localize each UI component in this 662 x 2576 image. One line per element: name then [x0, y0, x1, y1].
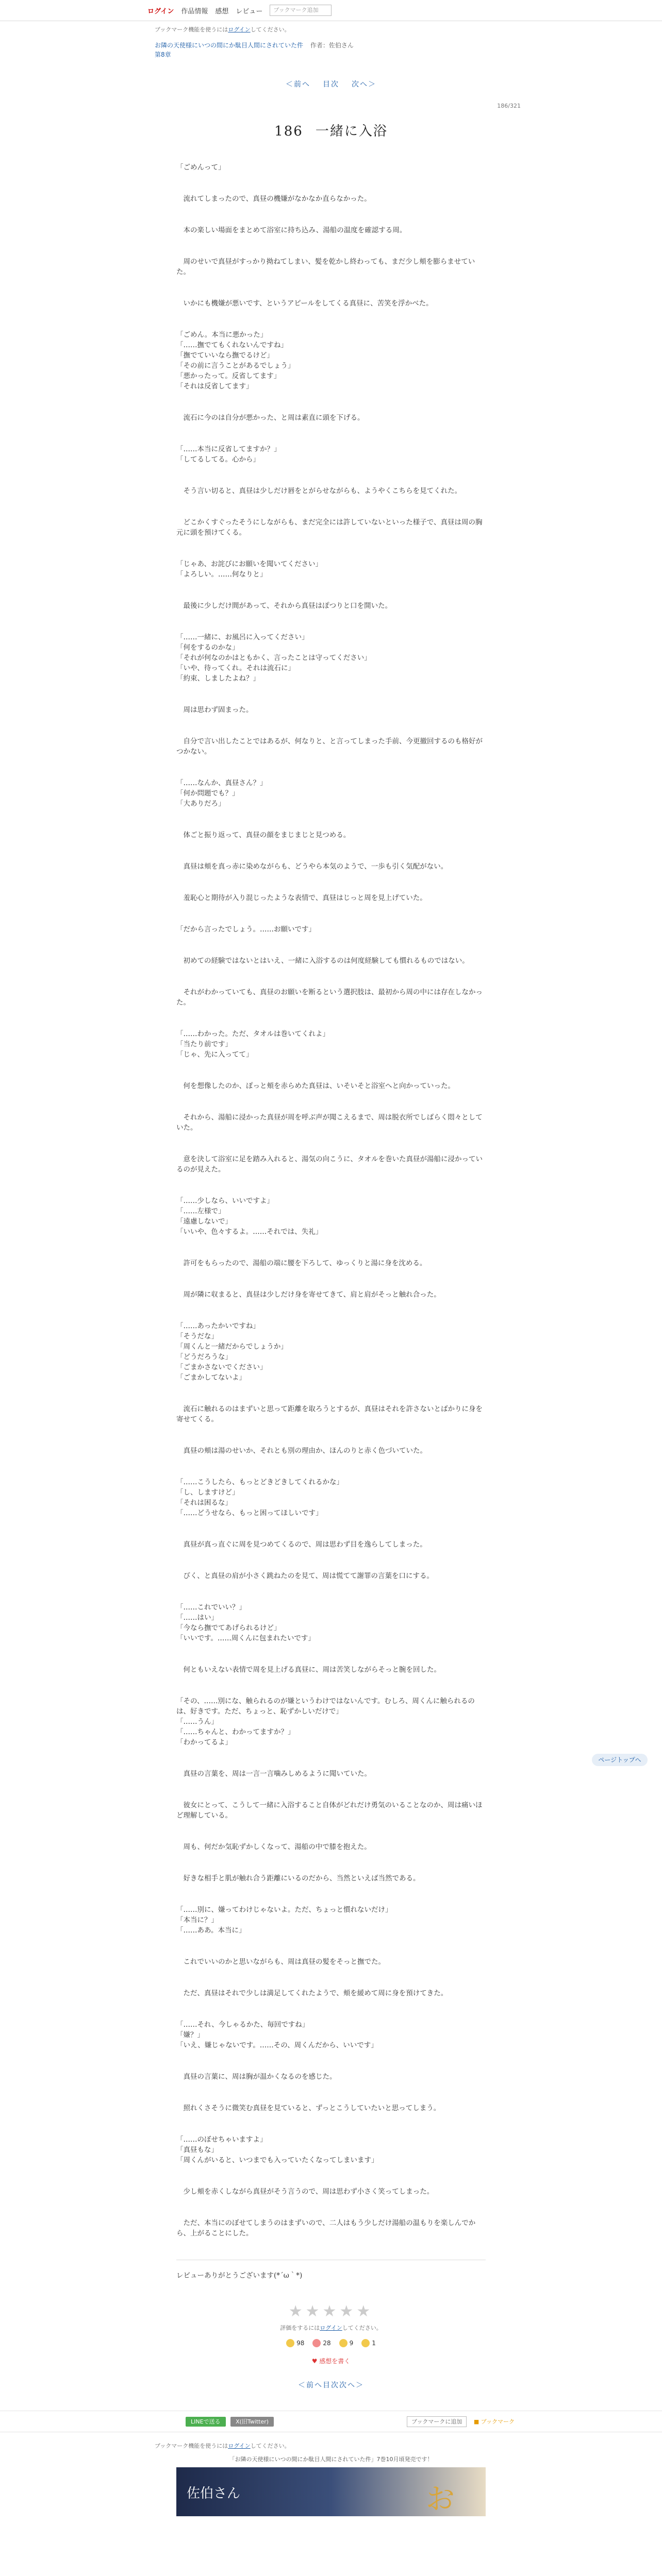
paragraph: 「……わかった。ただ、タオルは巻いてくれよ」 「当たり前です」 「じゃ、先に入ってて」 — [176, 1030, 329, 1059]
rating-login-link[interactable]: ログイン — [320, 2325, 342, 2331]
paragraph: 「……なんか、真昼さん？」 「何か問題でも？」 「大ありだろ」 — [176, 779, 267, 808]
episode-count: 186/321 — [497, 103, 521, 109]
paragraph: 真昼の言葉を、周は一言一言噛みしめるように聞いていた。 — [176, 1770, 371, 1778]
toc-link[interactable]: 目次 — [323, 80, 339, 89]
paragraph: ただ、真昼はそれで少しは満足してくれたようで、頬を緩めて周に身を預けてきた。 — [176, 1989, 448, 1997]
paragraph: 流石に触れるのはまずいと思って距離を取ろうとするが、真昼はそれを許さないとばかりに身を寄せてくる。 — [176, 1405, 483, 1423]
paragraph: 「ごめん。本当に悪かった」 「……撫でてもくれないんですね」 「撫でていいなら撫でるけど」 「その前に言うことがあるでしょう」 「悪かったって。反省してます」 「それは反省してます」 — [176, 331, 295, 391]
paragraph: 「……こうしたら、もっとどきどきしてくれるかな」 「し、しますけど」 「それは困るな」 「……どうせなら、もっと困ってほしいです」 — [176, 1478, 343, 1517]
reaction-count: 1 — [372, 2340, 376, 2347]
reaction-count: 9 — [349, 2340, 354, 2347]
paragraph: 初めての経験ではないとはいえ、一緒に入浴するのは何度経験しても慣れるものではない。 — [176, 957, 469, 965]
next-link[interactable]: 次へ＞ — [352, 80, 376, 89]
footer-login-notice — [0, 2437, 662, 2450]
paragraph: それから、湯船に浸かった真昼が周を呼ぶ声が聞こえるまで、周は脱衣所でしばらく悶々としていた。 — [176, 1113, 483, 1132]
prev-link[interactable]: ＜前へ — [286, 80, 310, 89]
laugh-face-icon — [361, 2339, 370, 2347]
paragraph: 周は思わず固まった。 — [176, 706, 253, 714]
rating-stars[interactable]: ★★★★★ — [288, 2302, 374, 2320]
bookmark-add-button-bottom[interactable]: ブックマークに追加 — [407, 2416, 467, 2427]
chapter-title — [0, 121, 662, 140]
notice-login-link[interactable]: ログイン — [228, 26, 251, 33]
paragraph: 真昼の言葉に、周は胸が温かくなるのを感じた。 — [176, 2073, 337, 2081]
rating-note-suffix: してください。 — [342, 2325, 382, 2331]
bottom-bar — [0, 2411, 662, 2432]
chapter-body — [176, 162, 486, 2239]
rating-note — [176, 2324, 486, 2332]
paragraph: 「……のぼせちゃいますよ」 「真昼もな」 「周くんがいると、いつまでも入っていたくなってしまいます」 — [176, 2136, 378, 2164]
paragraph: 真昼は頬を真っ赤に染めながらも、どうやら本気のようで、一歩も引く気配がない。 — [176, 862, 448, 871]
paragraph: 自分で言い出したことではあるが、何なりと、と言ってしまった手前、今更撤回するのも格好がつかない。 — [176, 737, 483, 756]
paragraph: 「その、……別にな、触られるのが嫌というわけではないんです。むしろ、周くんに触られるのは、好きです。ただ、ちょっと、恥ずかしいだけで」 「……うん」 「……ちゃんと、わかってますか？」 「わかってるよ」 — [176, 1697, 475, 1747]
paragraph: これでいいのかと思いながらも、周は真昼の髪をそっと撫でた。 — [176, 1958, 385, 1966]
banner-title-left: 佐伯さん — [187, 2486, 241, 2501]
reaction-wow[interactable] — [339, 2339, 354, 2347]
notice-text: ブックマーク機能を使うには — [155, 26, 228, 33]
paragraph: 「……少しなら、いいですよ」 「……左様で」 「遠慮しないで」 「いいや、色々するよ。……それでは、失礼」 — [176, 1197, 323, 1236]
x-share-button[interactable]: X(旧Twitter) — [230, 2417, 274, 2427]
afterword: レビューありがとうございます(*´ω｀*) — [176, 2260, 486, 2280]
footer-notice-suffix: してください。 — [250, 2443, 290, 2449]
reaction-laugh[interactable] — [361, 2339, 376, 2347]
banner-title-right: お — [426, 2483, 455, 2516]
author-link[interactable]: 佐伯さん — [328, 42, 354, 49]
paragraph: 「……別に、嫌ってわけじゃないよ。ただ、ちょっと慣れないだけ」 「本当に？」 「……ああ。本当に」 — [176, 1906, 392, 1935]
rating-section — [176, 2302, 486, 2365]
top-nav-bar — [0, 0, 662, 21]
surprised-face-icon — [339, 2339, 347, 2347]
author-label: 作者： — [310, 42, 329, 49]
paragraph: 周も、何だか気恥ずかしくなって、湯船の中で膝を抱えた。 — [176, 1843, 371, 1851]
paragraph: 「……一緒に、お風呂に入ってください」 「何をするのかな」 「それが何なのかはともかく、言ったことは守ってください」 「いや、待ってくれ。それは流石に」 「約束、しましたよね？」 — [176, 633, 371, 683]
paragraph: 流石に今のは自分が悪かった、と周は素直に頭を下げる。 — [176, 414, 365, 422]
paragraph: 「ごめんって」 — [176, 163, 225, 172]
chapter-number: 186 — [274, 124, 303, 139]
next-link[interactable]: 次へ＞ — [339, 2381, 364, 2389]
reaction-count: 98 — [296, 2340, 305, 2347]
pager-top — [0, 79, 662, 89]
paragraph: 意を決して浴室に足を踏み入れると、湯気の向こうに、タオルを巻いた真昼が湯船に浸かっているのが見えた。 — [176, 1155, 483, 1174]
paragraph: 好きな相手と肌が触れ合う距離にいるのだから、当然といえば当然である。 — [176, 1874, 420, 1883]
paragraph: 本の楽しい場面をまとめて浴室に持ち込み、湯船の温度を確認する周。 — [176, 226, 407, 234]
line-share-button[interactable]: LINEで送る — [186, 2417, 226, 2427]
thumbs-up-icon — [286, 2339, 294, 2347]
paragraph: ただ、本当にのぼせてしまうのはまずいので、二人はもう少しだけ湯船の温もりを楽しんでから、上がることにした。 — [176, 2219, 476, 2238]
subtitle-link[interactable]: 第8章 — [155, 51, 171, 58]
paragraph: 「だから言ったでしょう。……お願いです」 — [176, 925, 316, 934]
paragraph: 「……本当に反省してますか？」 「してるしてる。心から」 — [176, 445, 281, 464]
promo-banner[interactable] — [176, 2467, 486, 2516]
write-impression-link[interactable]: ♥ 感想を書く — [311, 2358, 351, 2365]
paragraph: 許可をもらったので、湯船の端に腰を下ろして、ゆっくりと湯に身を沈める。 — [176, 1259, 427, 1267]
heart-face-icon — [312, 2339, 321, 2347]
paragraph: びく、と真昼の肩が小さく跳ねたのを見て、周は慌てて謝罪の言葉を口にする。 — [176, 1572, 434, 1580]
paragraph: そう言い切ると、真昼は少しだけ唇をとがらせながらも、ようやくこちらを見てくれた。 — [176, 487, 462, 495]
reaction-list — [176, 2339, 486, 2347]
paragraph: 「……あったかいですね」 「そうだな」 「周くんと一緒だからでしょうか」 「どうだろうな」 「ごまかさないでください」 「ごまかしてないよ」 — [176, 1322, 288, 1382]
reaction-love[interactable] — [312, 2339, 330, 2347]
paragraph: 「……それ、今しゃるかた、毎回ですね」 「嫌？」 「いえ、嫌じゃないです。……その、周くんだから、いいです」 — [176, 2021, 378, 2049]
paragraph: 何ともいえない表情で周を見上げる真昼に、周は苦笑しながらそっと腕を回した。 — [176, 1666, 441, 1674]
paragraph: 少し頬を赤くしながら真昼がそう言うので、周は思わず小さく笑ってしまった。 — [176, 2188, 434, 2196]
prev-link[interactable]: ＜前へ — [298, 2381, 323, 2389]
paragraph: 「じゃあ、お詫びにお願いを聞いてください」 「よろしい。……何なりと」 — [176, 560, 322, 579]
novel-header — [0, 33, 662, 59]
paragraph: 最後に少しだけ間があって、それから真昼はぽつりと口を開いた。 — [176, 602, 392, 610]
reaction-count: 28 — [323, 2340, 331, 2347]
paragraph: 周が隣に収まると、真昼は少しだけ身を寄せてきて、肩と肩がそっと触れ合った。 — [176, 1291, 441, 1299]
footer-notice-text: ブックマーク機能を使うには — [155, 2443, 228, 2449]
paragraph: 真昼の頬は湯のせいか、それとも別の理由か、ほんのりと赤く色づいていた。 — [176, 1447, 427, 1455]
nav-item-works[interactable]: 作品情報 — [181, 7, 208, 15]
paragraph: 照れくさそうに微笑む真昼を見ていると、ずっとこうしていたいと思ってしまう。 — [176, 2104, 441, 2112]
paragraph: 羞恥心と期待が入り混じったような表情で、真昼はじっと周を見上げていた。 — [176, 894, 427, 902]
paragraph: いかにも機嫌が悪いです、というアピールをしてくる真昼に、苦笑を浮かべた。 — [176, 299, 433, 308]
paragraph: 「……これでいい？」 「……はい」 「今なら撫でてあげられるけど」 「いいです。……周くんに包まれたいです」 — [176, 1603, 315, 1642]
paragraph: 体ごと振り返って、真昼の顔をまじまじと見つめる。 — [176, 831, 351, 839]
paragraph: 流れてしまったので、真昼の機嫌がなかなか直らなかった。 — [176, 195, 371, 203]
page-top-button[interactable]: ページトップへ — [592, 1754, 648, 1766]
paragraph: 彼女にとって、こうして一緒に入浴すること自体がどれだけ勇気のいることなのか、周は痛いほど理解している。 — [176, 1801, 483, 1820]
paragraph: 真昼が真っ直ぐに周を見つめてくるので、周は思わず目を逸らしてしまった。 — [176, 1540, 427, 1549]
paragraph: 周のせいで真昼がすっかり拗ねてしまい、髪を乾かし終わっても、まだ少し頬を膨らませていた。 — [176, 258, 475, 276]
notice-suffix: してください。 — [250, 26, 290, 33]
nav-item-reviews[interactable]: レビュー — [236, 7, 263, 15]
login-link[interactable]: ログイン — [147, 7, 174, 15]
banner-caption: 「お隣の天使様にいつの間にか駄目人間にされていた件」7巻10月頃発売です！ — [229, 2456, 433, 2463]
bookmark-add-button[interactable]: ブックマーク追加 — [270, 5, 332, 16]
reaction-like[interactable] — [286, 2339, 304, 2347]
login-notice — [0, 21, 662, 33]
chapter-title-text: 一緒に入浴 — [315, 124, 388, 139]
pager-bottom — [0, 2380, 662, 2390]
novel-title-link[interactable]: お隣の天使様にいつの間にか駄目人間にされていた件 — [155, 42, 304, 49]
paragraph: 何を想像したのか、ぽっと頬を赤らめた真昼は、いそいそと浴室へと向かっていった。 — [176, 1082, 455, 1090]
toc-link[interactable]: 目次 — [323, 2381, 339, 2389]
bookmark-button[interactable]: ■ ブックマーク — [473, 2418, 515, 2425]
footer-login-link[interactable]: ログイン — [228, 2443, 251, 2449]
rating-note-text: 評価をするには — [280, 2325, 320, 2331]
paragraph: それがわかっていても、真昼のお願いを断るという選択肢は、最初から周の中には存在しなかった。 — [176, 988, 483, 1007]
paragraph: どこかくすぐったそうにしながらも、まだ完全には許していないといった様子で、真昼は周の胸元に頭を預けてくる。 — [176, 518, 483, 537]
nav-item-impressions[interactable]: 感想 — [215, 7, 229, 15]
